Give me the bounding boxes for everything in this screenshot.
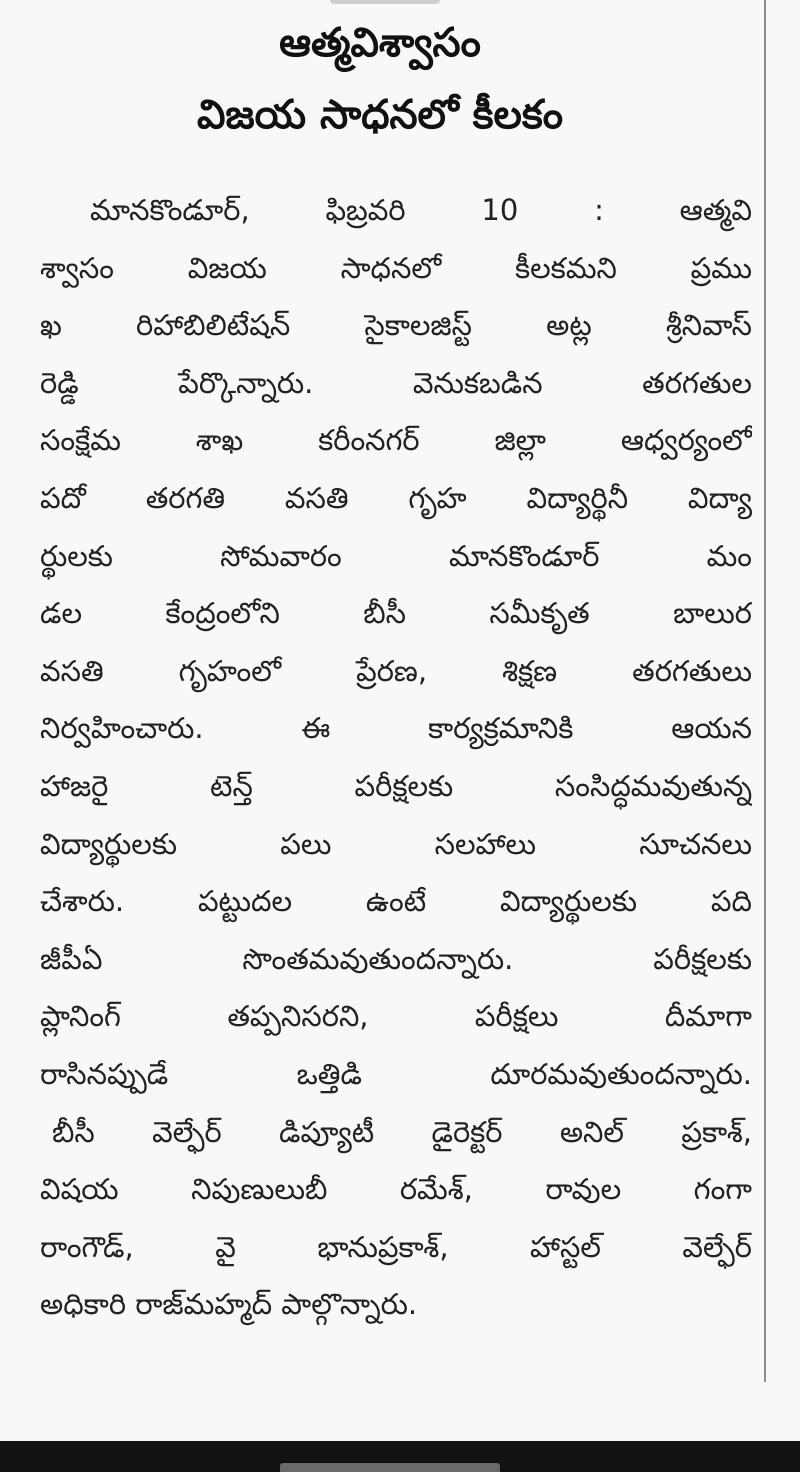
article-line: మానకొండూర్, ఫిబ్రవరి 10 : ఆత్మవి: [90, 193, 752, 227]
article-line: శ్వాసం విజయ సాధనలో కీలకమని ప్రము: [40, 250, 752, 285]
headline-line-2: విజయ సాధనలో కీలకం: [196, 92, 564, 138]
article-line: నిర్వహించారు. ఈ కార్యక్రమానికి ఆయన: [40, 711, 752, 746]
article-line: విద్యార్థులకు పలు సలహాలు సూచనలు: [40, 826, 752, 861]
article-line: పదో తరగతి వసతి గృహ విద్యార్థినీ విద్యా: [40, 480, 752, 515]
article-line: బీసీ వెల్ఫేర్ డిప్యూటీ డైరెక్టర్ అనిల్ ప్రకాశ్,: [52, 1114, 752, 1149]
headline-line-1: ఆత్మవిశ్వాసం: [279, 20, 481, 66]
article-line: అధికారి రాజ్‌మహ్మద్ పాల్గొన్నారు.: [40, 1287, 418, 1322]
article-line: జీపీఏ సొంతమవుతుందన్నారు. పరీక్షలకు: [40, 941, 752, 976]
article-line: ర్థులకు సోమవారం మానకొండూర్ మం: [40, 538, 752, 573]
article-line: హాజరై టెన్త్ పరీక్షలకు సంసిద్ధమవుతున్న: [40, 768, 752, 803]
article-line: విషయ నిపుణులుబీ రమేశ్, రావుల గంగా: [40, 1172, 752, 1207]
article-line: ప్లానింగ్ తప్పనిసరని, పరీక్షలు దీమాగా: [40, 999, 752, 1034]
article-line: రెడ్డి పేర్కొన్నారు. వెనుకబడిన తరగతుల: [40, 365, 752, 400]
article-line: ఖ రిహాబిలిటేషన్ సైకాలజిస్ట్ అట్ల శ్రీనివాస్: [40, 308, 752, 343]
cropped-text-fragment: [330, 0, 440, 4]
cropped-bottom-heading: [280, 1463, 500, 1472]
article-line: చేశారు. పట్టుదల ఉంటే విద్యార్థులకు పది: [40, 884, 752, 919]
article-line: రాసినప్పుడే ఒత్తిడి దూరమవుతుందన్నారు.: [40, 1056, 752, 1091]
article-line: రాంగౌడ్, వై భానుప్రకాశ్, హాస్టల్ వెల్ఫేర్: [40, 1229, 752, 1264]
article-line: వసతి గృహంలో ప్రేరణ, శిక్షణ తరగతులు: [40, 653, 752, 688]
article-line: సంక్షేమ శాఖ కరీంనగర్ జిల్లా ఆధ్వర్యంలో: [40, 423, 752, 458]
column-divider: [764, 0, 766, 1382]
article-body: [40, 182, 752, 1334]
article-line: డల కేంద్రంలోని బీసీ సమీకృత బాలుర: [40, 596, 752, 631]
